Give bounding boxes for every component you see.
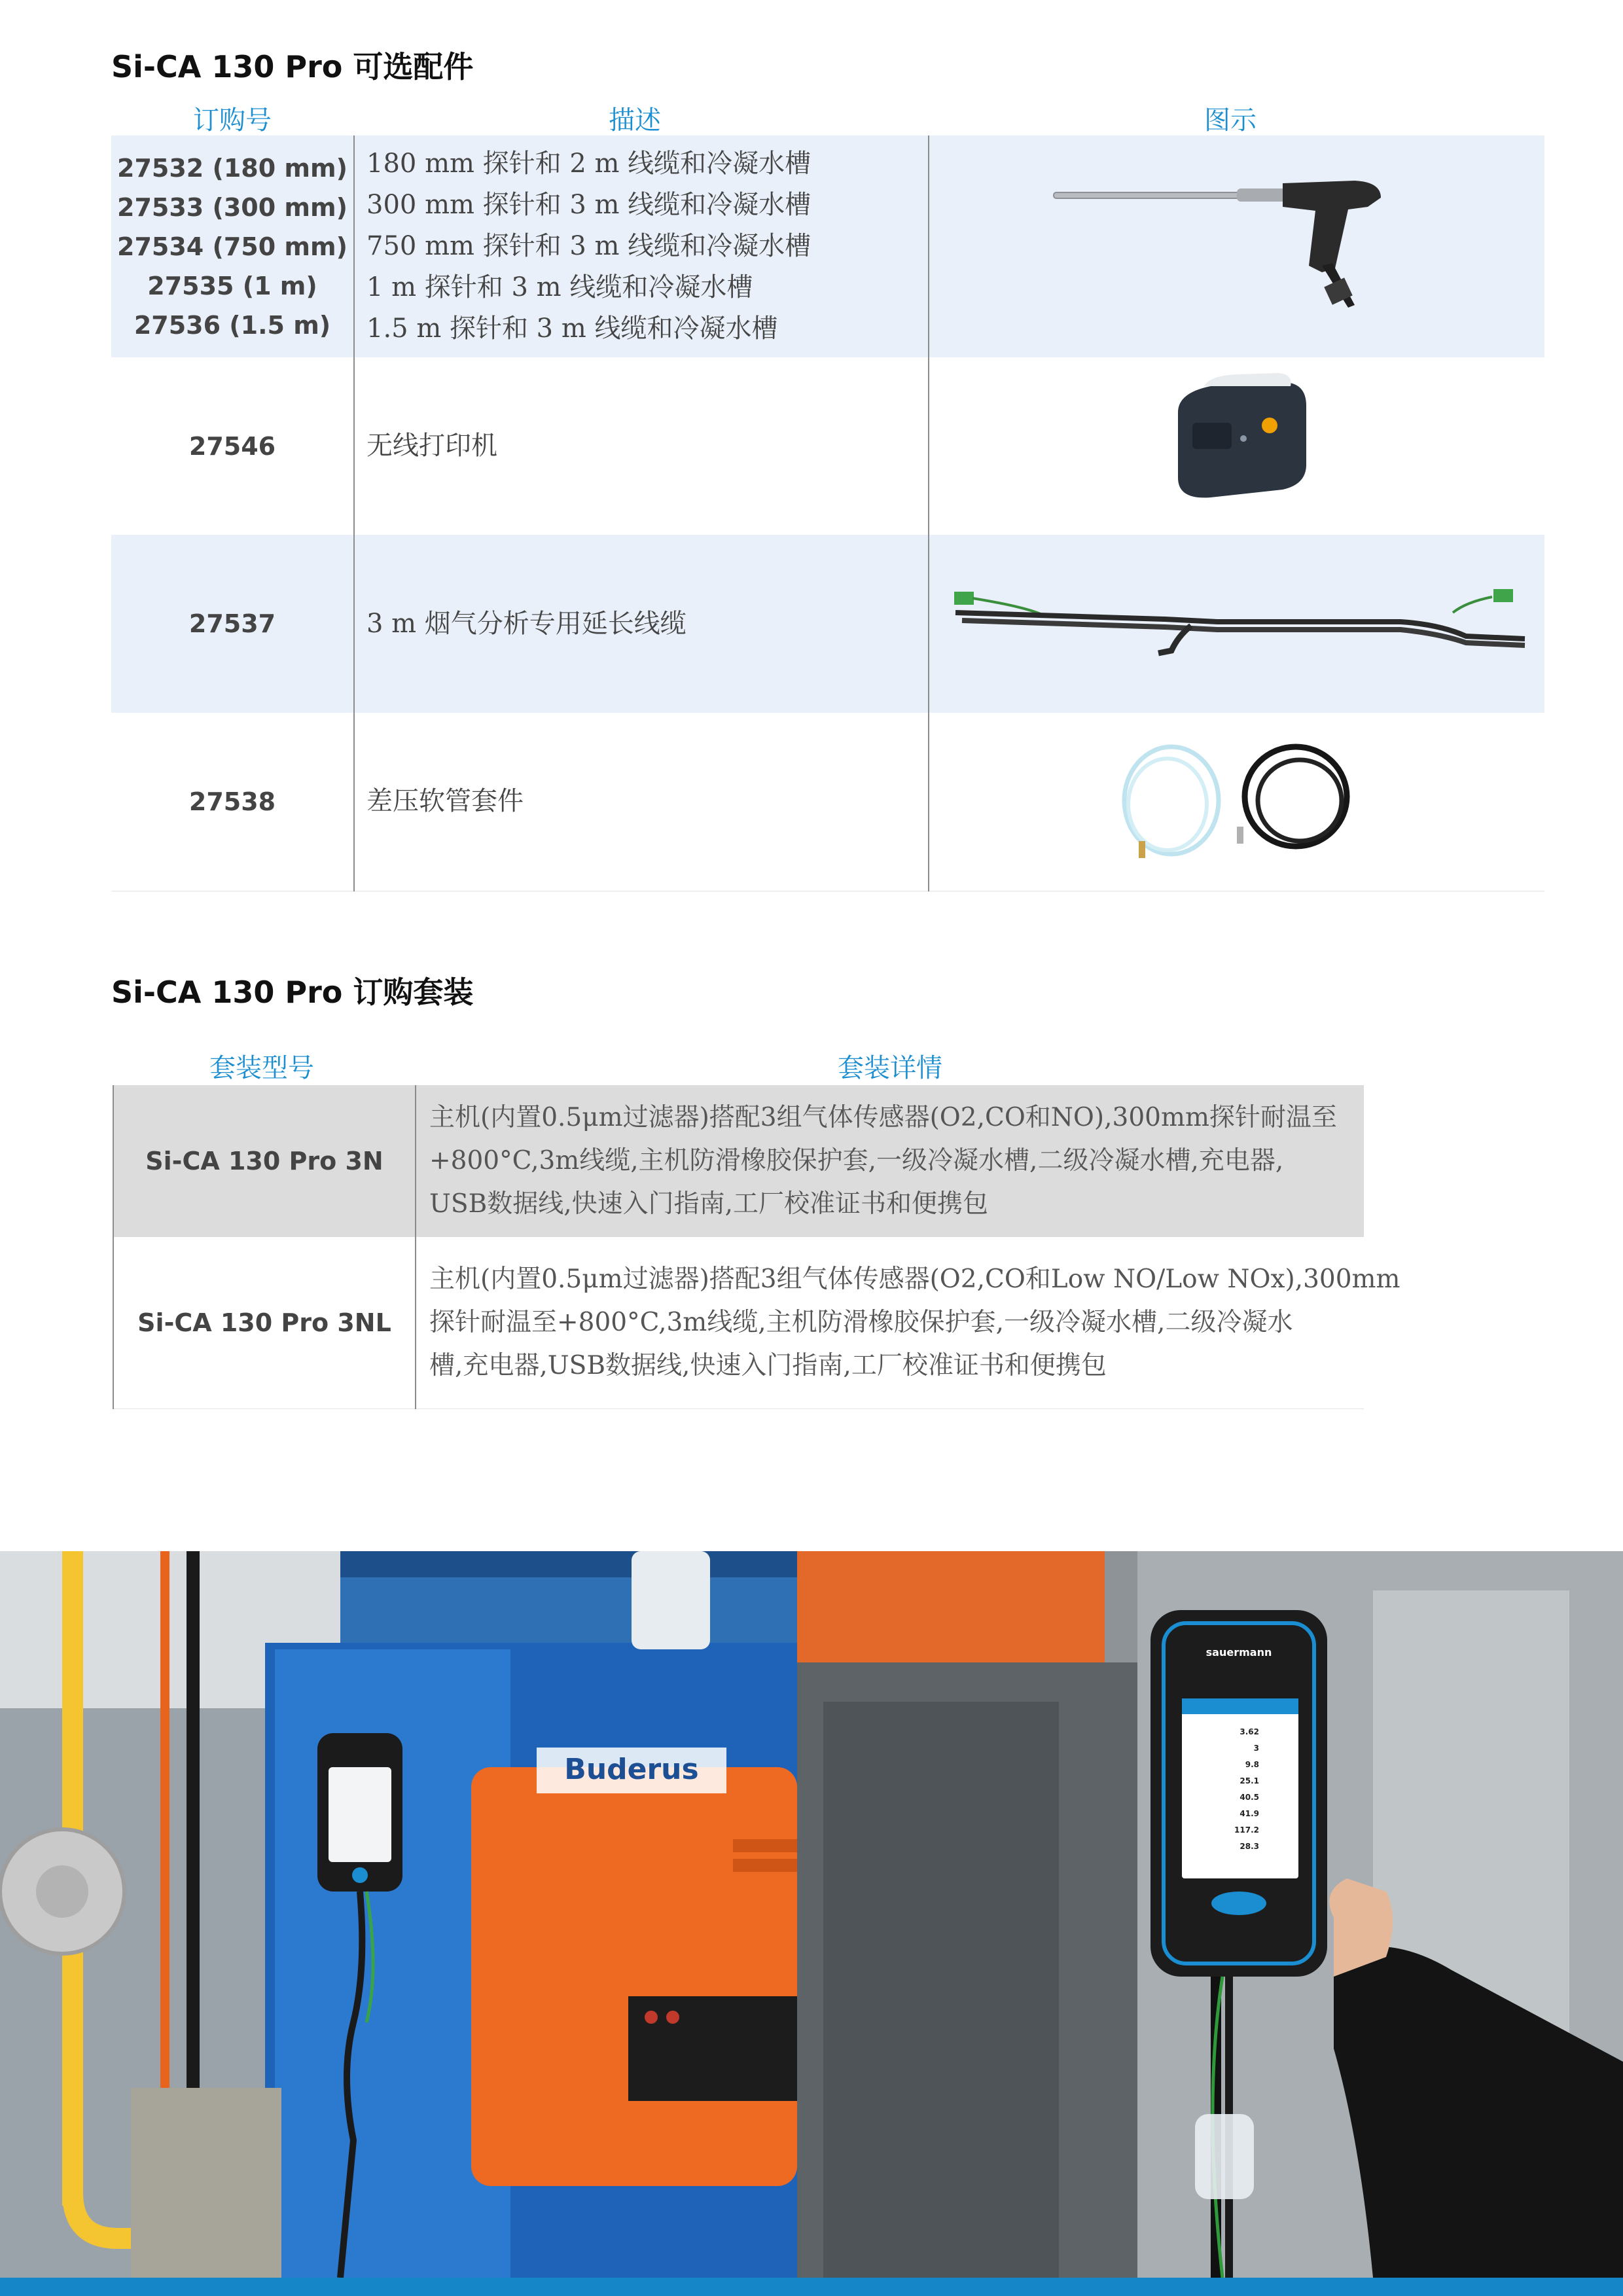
buderus-label: Buderus [564,1753,699,1786]
screen-value: 9.8 [1245,1760,1259,1769]
kit-detail-line: +800°C,3m线缆,主机防滑橡胶保护套,一级冷凝水槽,二级冷凝水槽,充电器, [429,1146,1284,1175]
description-line: 300 mm 探针和 3 m 线缆和冷凝水槽 [366,190,812,220]
screen-value: 40.5 [1240,1793,1259,1802]
table-row [113,1237,1364,1408]
kits-table [113,1085,1400,1409]
description-cell [354,357,929,535]
table-row [111,135,1544,357]
col-header-order-no: 订购号 [193,105,272,135]
description-cell [354,535,929,713]
description-line: 750 mm 探针和 3 m 线缆和冷凝水槽 [366,231,812,261]
description-line: 180 mm 探针和 2 m 线缆和冷凝水槽 [366,149,812,179]
order-number: 27532 (180 mm) [117,153,348,183]
order-number-cell [111,357,354,535]
table-row [111,357,1544,535]
description-cell [354,713,929,891]
printer-image [1139,367,1335,524]
accessories-title: Si-CA 130 Pro 可选配件 [111,49,474,84]
accessories-table [111,135,1544,891]
illustration-cell [929,357,1544,535]
kit-detail-line: 槽,充电器,USB数据线,快速入门指南,工厂校准证书和便携包 [429,1350,1107,1380]
kit-model: Si-CA 130 Pro 3N [113,1085,416,1237]
screen-value: 3 [1253,1744,1259,1753]
probe-image [1041,151,1433,340]
illustration-cell [929,535,1544,713]
table-row [113,1085,1364,1237]
boiler-photo [0,1551,797,2278]
order-number-cell [111,535,354,713]
kits-title: Si-CA 130 Pro 订购套装 [111,975,474,1010]
order-number: 27535 (1 m) [147,271,317,300]
product-photos [0,1551,1623,2278]
description-line: 3 m 烟气分析专用延长线缆 [366,608,687,639]
screen-value: 25.1 [1240,1776,1259,1785]
order-number: 27533 (300 mm) [117,192,348,222]
table-row [111,713,1544,891]
screen-value: 3.62 [1240,1727,1259,1736]
sauermann-logo: sauermann [1205,1646,1272,1659]
description-line: 差压软管套件 [366,786,524,817]
bottom-accent-bar [0,2278,1623,2296]
order-number: 27536 (1.5 m) [134,310,331,340]
order-number: 27534 (750 mm) [117,232,348,261]
order-number-cell [111,135,354,357]
col-header-description: 描述 [609,105,661,135]
description-line: 无线打印机 [366,431,497,461]
table-row [111,535,1544,713]
kit-detail-line: 主机(内置0.5μm过滤器)搭配3组气体传感器(O2,CO和Low NO/Low NOx),300mm [429,1264,1400,1294]
pressure-hose-kit-image [1099,728,1374,872]
screen-value: 117.2 [1234,1825,1259,1835]
kit-detail-cell [416,1085,1364,1237]
kit-detail-line: USB数据线,快速入门指南,工厂校准证书和便携包 [429,1189,989,1219]
kit-detail-cell [416,1237,1400,1408]
screen-value: 41.9 [1240,1809,1259,1818]
order-number: 27546 [188,431,276,461]
extension-cable-image [942,573,1531,672]
illustration-cell [929,135,1544,357]
kit-model: Si-CA 130 Pro 3NL [113,1237,416,1408]
order-number-cell [111,713,354,891]
description-line: 1 m 探针和 3 m 线缆和冷凝水槽 [366,272,753,302]
col-header-kit-details: 套装详情 [838,1053,942,1083]
kit-detail-line: 探针耐温至+800°C,3m线缆,主机防滑橡胶保护套,一级冷凝水槽,二级冷凝水 [429,1307,1293,1337]
kit-detail-line: 主机(内置0.5μm过滤器)搭配3组气体传感器(O2,CO和NO),300mm探针耐温至 [429,1103,1337,1132]
screen-value: 28.3 [1240,1842,1259,1851]
col-header-illustration: 图示 [1204,105,1257,135]
col-header-kit-model: 套装型号 [209,1053,314,1083]
order-number: 27537 [188,609,276,638]
analyzer-photo [797,1551,1623,2278]
order-number: 27538 [188,787,276,816]
description-cell [354,135,929,357]
illustration-cell [929,713,1544,891]
description-line: 1.5 m 探针和 3 m 线缆和冷凝水槽 [366,314,778,344]
